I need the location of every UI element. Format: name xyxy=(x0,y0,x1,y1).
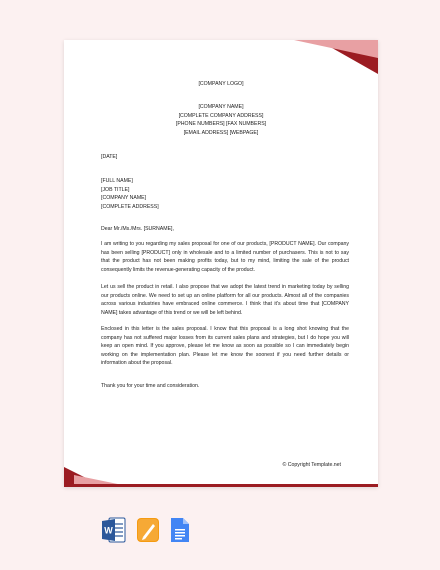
recipient-address: [COMPLETE ADDRESS] xyxy=(101,203,159,210)
letter-date: [DATE] xyxy=(101,154,118,160)
body-paragraph-3: Enclosed in this letter is the sales proposal. I know that this proposal is a long shot knowing that the company has not suffered major losses from its current sales plans and strategies, but I do hope you will keep an open mind. If you approve, please let me know as soon as possible so I can immediately begin working on the implementation plan. Please let me know the soonest if you need further details or information about the proposal. xyxy=(101,326,349,367)
letter-document xyxy=(64,40,378,487)
recipient-job-title: [JOB TITLE] xyxy=(101,186,130,193)
sender-address: [COMPLETE COMPANY ADDRESS] xyxy=(178,112,264,119)
closing-line: Thank you for your time and consideration. xyxy=(101,383,200,389)
recipient-company: [COMPANY NAME] xyxy=(101,195,147,202)
body-paragraph-1: I am writing to you regarding my sales proposal for one of our products, [PRODUCT NAME]. Our company has been selling [PRODUCT] only in wholesale and to a limited number of purchasers. This is not to say that the product has not been making profits today, but to my mind, limiting the sale of the product consequently limits the revenue-generating capacity of the product. xyxy=(101,241,349,273)
word-icon[interactable] xyxy=(102,516,126,544)
copyright-text: © Copyright Template.net xyxy=(282,462,341,468)
google-docs-icon[interactable] xyxy=(170,516,190,544)
recipient-name: [FULL NAME] xyxy=(101,178,133,184)
company-logo-placeholder: [COMPANY LOGO] xyxy=(198,81,244,87)
bottom-accent-bar xyxy=(64,484,378,487)
svg-text:W: W xyxy=(104,525,113,536)
sender-email-web: [EMAIL ADDRESS] [WEBPAGE] xyxy=(183,129,259,136)
pages-icon[interactable] xyxy=(136,516,160,544)
salutation: Dear Mr./Ms./Mrs. [SURNAME], xyxy=(101,226,174,232)
body-paragraph-2: Let us sell the product in retail. I also propose that we adopt the latest trend in marketing today by selling our products online. We need to set up an online platform for all our products. Almost all of the companies across various industries have embraced online commerce. I think that it's about time that [COMPANY NAME] takes advantage of this trend or we will be left behind. xyxy=(101,284,349,316)
sender-phone-fax: [PHONE NUMBERS] [FAX NUMBERS] xyxy=(175,121,267,128)
top-corner-light-decoration xyxy=(294,40,378,58)
sender-company-name: [COMPANY NAME] xyxy=(198,104,244,110)
